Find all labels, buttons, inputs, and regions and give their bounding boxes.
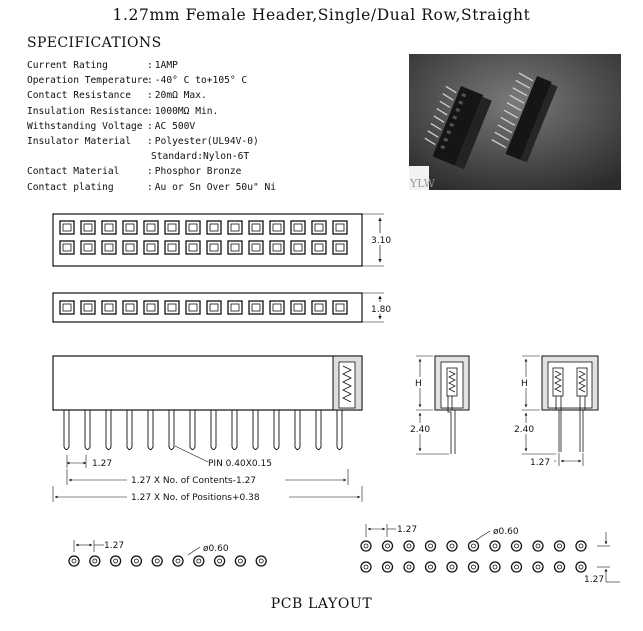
tail-length-single: 2.40 [410, 425, 431, 435]
spec-value: : Polyester(UL94V-0) [147, 134, 259, 149]
pin-tail [295, 410, 300, 450]
pcb-hole [426, 541, 436, 551]
spec-value: : Au or Sn Over 50u" Ni [147, 180, 276, 195]
contact-square [102, 241, 116, 254]
height-label-dual: H [521, 379, 528, 389]
contact-square [291, 221, 305, 234]
contact-square [123, 221, 137, 234]
spec-value: : 1AMP [147, 58, 178, 73]
contact-square [144, 221, 158, 234]
page-title: 1.27mm Female Header,Single/Dual Row,Straight [112, 6, 531, 24]
pin-tail [85, 410, 90, 450]
contact-square [270, 301, 284, 314]
pcb-hole [361, 541, 371, 551]
dual-row-contacts-2 [60, 241, 347, 254]
pcb-row-pitch-dual: 1.27 [584, 575, 605, 585]
length-positions-dimension: 1.27 X No. of Positions+0.38 [131, 493, 260, 503]
dual-width-dimension: 3.10 [371, 236, 392, 246]
contact-square [165, 241, 179, 254]
contact-square [186, 241, 200, 254]
pcb-pitch-dual: 1.27 [397, 525, 418, 535]
pcb-hole [361, 562, 371, 572]
pin-tail [211, 410, 216, 450]
pin-tail [64, 410, 69, 450]
contact-square [144, 301, 158, 314]
contact-square [123, 241, 137, 254]
spec-label: Operation Temperature [27, 75, 149, 87]
front-pins [64, 410, 342, 450]
spec-label: Contact Resistance [27, 90, 131, 102]
pcb-hole [235, 556, 245, 566]
spec-label: Contact plating [27, 181, 114, 193]
pin-tail [337, 410, 342, 450]
single-width-dimension: 1.80 [371, 305, 392, 315]
contact-square [165, 221, 179, 234]
spec-label: Contact Material [27, 166, 120, 178]
pcb-single-holes [69, 556, 266, 566]
pcb-hole [111, 556, 121, 566]
contact-square [60, 241, 74, 254]
contact-square [81, 301, 95, 314]
tail-length-dual: 2.40 [514, 425, 535, 435]
pin-tail [148, 410, 153, 450]
pcb-hole [447, 562, 457, 572]
contact-square [207, 221, 221, 234]
pcb-hole [490, 541, 500, 551]
front-view [53, 356, 362, 503]
pitch-dimension-front: 1.27 [92, 459, 113, 469]
pcb-hole [194, 556, 204, 566]
contact-square [333, 221, 347, 234]
front-body [53, 356, 362, 410]
single-row-contacts [60, 301, 347, 314]
length-contents-dimension: 1.27 X No. of Contents-1.27 [131, 476, 257, 486]
top-view-single-row [53, 293, 392, 322]
pin-dimension: PIN 0.40X0.15 [208, 459, 272, 469]
pcb-hole [469, 562, 479, 572]
pcb-hole [512, 562, 522, 572]
pcb-hole [383, 562, 393, 572]
contact-square [102, 301, 116, 314]
pcb-hole [69, 556, 79, 566]
pcb-hole [256, 556, 266, 566]
spec-label: Current Rating [27, 60, 108, 71]
pcb-layout-title: PCB LAYOUT [270, 596, 373, 612]
pin-tail [253, 410, 258, 450]
pitch-dimension-side: 1.27 [530, 458, 551, 468]
spec-value: : Phosphor Bronze [147, 164, 241, 179]
contact-square [144, 241, 158, 254]
side-view-dual-row [513, 356, 598, 468]
contact-square [207, 241, 221, 254]
contact-square [249, 221, 263, 234]
contact-square [60, 221, 74, 234]
contact-square [60, 301, 74, 314]
pcb-hole [469, 541, 479, 551]
contact-square [312, 241, 326, 254]
pcb-hole [555, 541, 565, 551]
side-view-single-row [409, 356, 469, 454]
spec-label: Insulator Material [27, 136, 131, 148]
contact-square [186, 301, 200, 314]
spec-label: Insulation Resistance [27, 105, 149, 117]
pcb-hole [152, 556, 162, 566]
contact-square [207, 301, 221, 314]
height-label-single: H [415, 379, 422, 389]
contact-square [333, 241, 347, 254]
pin-tail [169, 410, 174, 450]
contact-square [228, 241, 242, 254]
pcb-hole-dual: ø0.60 [493, 527, 519, 537]
contact-square [81, 221, 95, 234]
contact-square [81, 241, 95, 254]
contact-square [102, 221, 116, 234]
pcb-hole [576, 562, 586, 572]
pin-tail [127, 410, 132, 450]
pcb-hole [173, 556, 183, 566]
pcb-layout-single-row [69, 540, 266, 566]
spec-value-continuation: Standard:Nylon-6T [151, 151, 250, 163]
specifications-heading: SPECIFICATIONS [27, 35, 162, 51]
pcb-hole [131, 556, 141, 566]
pcb-hole-single: ø0.60 [203, 544, 229, 554]
photo-watermark: YLW [410, 177, 435, 190]
contact-square [186, 221, 200, 234]
spec-value: : 1000MΩ Min. [147, 104, 218, 119]
pcb-hole [533, 541, 543, 551]
pcb-layout-dual-row [361, 524, 620, 585]
pcb-pitch-single: 1.27 [104, 541, 125, 551]
pcb-hole [215, 556, 225, 566]
pcb-hole [404, 541, 414, 551]
contact-square [249, 301, 263, 314]
pin-tail [316, 410, 321, 450]
contact-square [270, 221, 284, 234]
pcb-hole [555, 562, 565, 572]
spec-value: : 20mΩ Max. [147, 88, 207, 103]
spec-value: : -40° C to+105° C [147, 73, 247, 88]
pin-tail [274, 410, 279, 450]
pin-tail [190, 410, 195, 450]
dual-row-contacts-1 [60, 221, 347, 234]
contact-square [270, 241, 284, 254]
pcb-hole [426, 562, 436, 572]
contact-square [165, 301, 179, 314]
pcb-hole [512, 541, 522, 551]
pcb-dual-holes [361, 541, 586, 572]
contact-square [312, 301, 326, 314]
pin-tail [106, 410, 111, 450]
contact-square [228, 221, 242, 234]
pcb-hole [533, 562, 543, 572]
contact-square [312, 221, 326, 234]
contact-square [291, 301, 305, 314]
pcb-hole [383, 541, 393, 551]
spec-value: : AC 500V [147, 119, 195, 134]
pcb-hole [90, 556, 100, 566]
contact-square [333, 301, 347, 314]
pcb-hole [490, 562, 500, 572]
pin-tail [232, 410, 237, 450]
top-view-dual-row [53, 214, 392, 266]
pcb-hole [404, 562, 414, 572]
contact-square [123, 301, 137, 314]
pcb-hole [576, 541, 586, 551]
spec-label: Withstanding Voltage [27, 120, 143, 132]
contact-square [228, 301, 242, 314]
contact-square [291, 241, 305, 254]
contact-square [249, 241, 263, 254]
pcb-hole [447, 541, 457, 551]
